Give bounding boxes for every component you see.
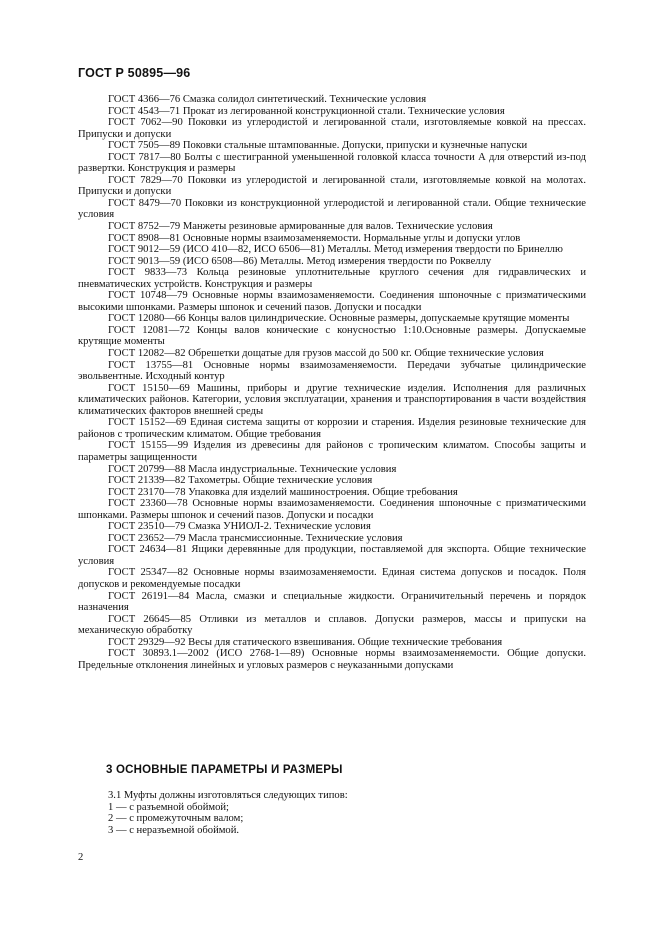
type-item: 1 — с разъемной обоймой;: [108, 801, 229, 813]
reference-item: ГОСТ 23360—78 Основные нормы взаимозаменяемости. Соединения шпоночные с призматическими шпонками. Размеры шпонок и сечений пазов. Допуски и посадки: [78, 498, 586, 521]
type-item: 2 — с промежуточным валом;: [108, 813, 244, 825]
reference-item: ГОСТ 9833—73 Кольца резиновые уплотнительные круглого сечения для гидравлических и пневматических устройств. Конструкция и размеры: [78, 267, 586, 290]
reference-item: ГОСТ 9012—59 (ИСО 410—82, ИСО 6506—81) Металлы. Метод измерения твердости по Бринеллю: [108, 244, 563, 256]
reference-item: ГОСТ 10748—79 Основные нормы взаимозаменяемости. Соединения шпоночные с призматическими высокими шпонками. Размеры шпонок и сечений пазов. Допуски и посадки: [78, 290, 586, 313]
section-intro: 3.1 Муфты должны изготовляться следующих типов:: [108, 790, 348, 801]
reference-item: ГОСТ 23510—79 Смазка УНИОЛ-2. Технические условия: [108, 521, 371, 533]
reference-item: ГОСТ 7829—70 Поковки из углеродистой и легированной стали, изготовляемые ковкой на молотах. Припуски и допуски: [78, 174, 586, 198]
reference-item: ГОСТ 4366—76 Смазка солидол синтетический. Технические условия: [108, 94, 427, 105]
reference-item: ГОСТ 23652—79 Масла трансмиссионные. Технические условия: [108, 532, 403, 544]
document-header: ГОСТ Р 50895—96: [78, 66, 191, 80]
reference-item: ГОСТ 15152—69 Единая система защиты от коррозии и старения. Изделия резиновые технические для районов с тропическим климатом. Общие требования: [78, 417, 586, 440]
reference-item: ГОСТ 21339—82 Тахометры. Общие технические условия: [108, 475, 373, 487]
type-item: 3 — с неразъемной обоймой.: [108, 824, 240, 836]
normative-references-list: [78, 94, 586, 671]
reference-item: ГОСТ 26645—85 Отливки из металлов и сплавов. Допуски размеров, массы и припуски на механическую обработку: [78, 613, 586, 637]
reference-item: ГОСТ 4543—71 Прокат из легированной конструкционной стали. Технические условия: [108, 105, 505, 117]
reference-item: ГОСТ 15150—69 Машины, приборы и другие технические изделия. Исполнения для различных климатических районов. Категории, условия эксплуатации, хранения и транспортирования в части воздействия климатических факторов внешней среды: [78, 382, 586, 417]
reference-item: ГОСТ 30893.1—2002 (ИСО 2768-1—89) Основные нормы взаимозаменяемости. Общие допуски. Предельные отклонения линейных и угловых размеров с неуказанными допусками: [78, 648, 586, 671]
reference-item: ГОСТ 12082—82 Обрешетки дощатые для грузов массой до 500 кг. Общие технические условия: [108, 348, 544, 360]
reference-item: ГОСТ 29329—92 Весы для статического взвешивания. Общие технические требования: [108, 636, 503, 648]
coupling-types-list: [78, 790, 586, 836]
reference-item: ГОСТ 24634—81 Ящики деревянные для продукции, поставляемой для экспорта. Общие технические условия: [78, 544, 586, 567]
page-number: 2: [78, 852, 84, 863]
reference-item: ГОСТ 8752—79 Манжеты резиновые армированные для валов. Технические условия: [108, 221, 493, 233]
reference-item: ГОСТ 7505—89 Поковки стальные штампованные. Допуски, припуски и кузнечные напуски: [108, 140, 528, 152]
reference-item: ГОСТ 13755—81 Основные нормы взаимозаменяемости. Передачи зубчатые цилиндрические эвольвентные. Исходный контур: [78, 359, 586, 383]
reference-item: ГОСТ 9013—59 (ИСО 6508—86) Металлы. Метод измерения твердости по Роквеллу: [108, 255, 492, 267]
reference-item: ГОСТ 7817—80 Болты с шестигранной уменьшенной головкой класса точности А для отверстий из-под развертки. Конструкция и размеры: [78, 151, 586, 175]
reference-item: ГОСТ 12081—72 Концы валов конические с конусностью 1:10.Основные размеры. Допускаемые крутящие моменты: [78, 324, 586, 348]
reference-item: ГОСТ 8908—81 Основные нормы взаимозаменяемости. Нормальные углы и допуски углов: [108, 232, 521, 244]
reference-item: ГОСТ 23170—78 Упаковка для изделий машиностроения. Общие требования: [108, 486, 458, 498]
reference-item: ГОСТ 20799—88 Масла индустриальные. Технические условия: [108, 463, 397, 475]
reference-item: ГОСТ 15155—99 Изделия из древесины для районов с тропическим климатом. Способы защиты и параметры защищенности: [78, 440, 586, 463]
reference-item: ГОСТ 12080—66 Концы валов цилиндрические. Основные размеры, допускаемые крутящие моменты: [108, 313, 570, 325]
reference-item: ГОСТ 26191—84 Масла, смазки и специальные жидкости. Ограничительный перечень и порядок назначения: [78, 590, 586, 614]
reference-item: ГОСТ 25347—82 Основные нормы взаимозаменяемости. Единая система допусков и посадок. Поля допусков и рекомендуемые посадки: [78, 567, 586, 590]
section-title: 3 ОСНОВНЫЕ ПАРАМЕТРЫ И РАЗМЕРЫ: [106, 764, 343, 776]
reference-item: ГОСТ 7062—90 Поковки из углеродистой и легированной стали, изготовляемые ковкой на прессах. Припуски и допуски: [78, 117, 586, 140]
reference-item: ГОСТ 8479—70 Поковки из конструкционной углеродистой и легированной стали. Общие технические условия: [78, 197, 586, 221]
